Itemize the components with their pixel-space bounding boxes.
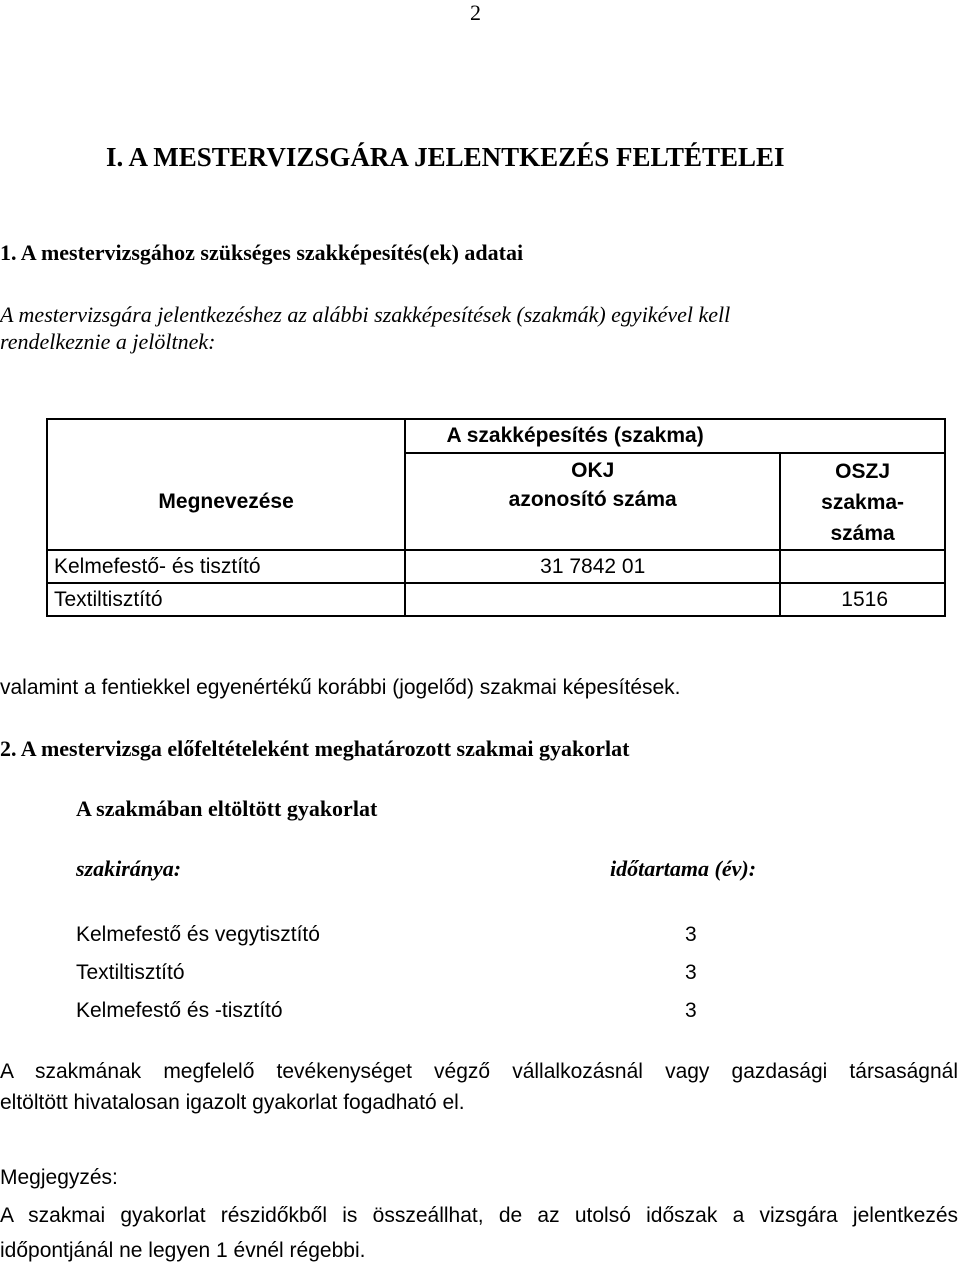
note-line2: időpontjánál ne legyen 1 évnél régebbi. bbox=[0, 1239, 366, 1262]
table-row bbox=[47, 583, 945, 616]
page-number: 2 bbox=[470, 0, 481, 25]
equivalent-note: valamint a fentiekkel egyenértékű korábbi (jogelőd) szakmai képesítések. bbox=[0, 676, 681, 699]
table-cell-name: Kelmefestő- és tisztító bbox=[47, 550, 405, 583]
column-duration-label: időtartama (év): bbox=[610, 856, 757, 881]
table-header-group-label: A szakképesítés (szakma) bbox=[446, 424, 704, 447]
table-cell-oszj: 1516 bbox=[780, 583, 945, 616]
section2-subheading: A szakmában eltöltött gyakorlat bbox=[76, 796, 378, 821]
table-cell-okj bbox=[405, 583, 780, 616]
practice-item-name: Kelmefestő és vegytisztító bbox=[76, 923, 320, 946]
practice-paragraph-line2: eltöltött hivatalosan igazolt gyakorlat fogadható el. bbox=[0, 1091, 465, 1114]
table-header-okj-line1: OKJ bbox=[571, 459, 615, 482]
table-cell-oszj bbox=[780, 550, 945, 583]
practice-item-name: Kelmefestő és -tisztító bbox=[76, 999, 283, 1022]
section1-intro-line2: rendelkeznie a jelöltnek: bbox=[0, 329, 216, 354]
section2-heading: 2. A mestervizsga előfeltételeként meghatározott szakmai gyakorlat bbox=[0, 736, 630, 761]
table-row bbox=[47, 550, 945, 583]
table-header-oszj bbox=[780, 453, 945, 550]
section1-heading: 1. A mestervizsgához szükséges szakképesítés(ek) adatai bbox=[0, 240, 524, 265]
practice-item-years: 3 bbox=[685, 961, 697, 984]
note-label: Megjegyzés: bbox=[0, 1166, 118, 1189]
practice-item-years: 3 bbox=[685, 999, 697, 1022]
practice-item-years: 3 bbox=[685, 923, 697, 946]
table-header-oszj-line1: OSZJ bbox=[835, 460, 891, 483]
qualification-table bbox=[46, 418, 946, 617]
table-cell-okj: 31 7842 01 bbox=[405, 550, 780, 583]
table-cell-name: Textiltisztító bbox=[47, 583, 405, 616]
column-direction-label: szakiránya: bbox=[76, 856, 182, 881]
table-header-oszj-line3: száma bbox=[830, 522, 895, 545]
table-header-okj bbox=[405, 453, 780, 550]
table-header-group bbox=[405, 419, 945, 453]
page-title: I. A MESTERVIZSGÁRA JELENTKEZÉS FELTÉTELEI bbox=[106, 142, 785, 172]
practice-paragraph-line1: A szakmának megfelelő tevékenységet végző vállalkozásnál vagy gazdasági társaságnál bbox=[0, 1060, 958, 1083]
table-header-name-label: Megnevezése bbox=[158, 489, 294, 513]
note-line1: A szakmai gyakorlat részidőkből is összeállhat, de az utolsó időszak a vizsgára jelentkezés bbox=[0, 1204, 958, 1227]
table-header-okj-line2: azonosító száma bbox=[508, 488, 677, 511]
section1-intro-line1: A mestervizsgára jelentkezéshez az alábbi szakképesítések (szakmák) egyikével kell bbox=[0, 302, 731, 327]
table-header-name bbox=[47, 419, 405, 550]
table-header-oszj-line2: szakma- bbox=[821, 491, 905, 514]
practice-item-name: Textiltisztító bbox=[76, 961, 185, 984]
